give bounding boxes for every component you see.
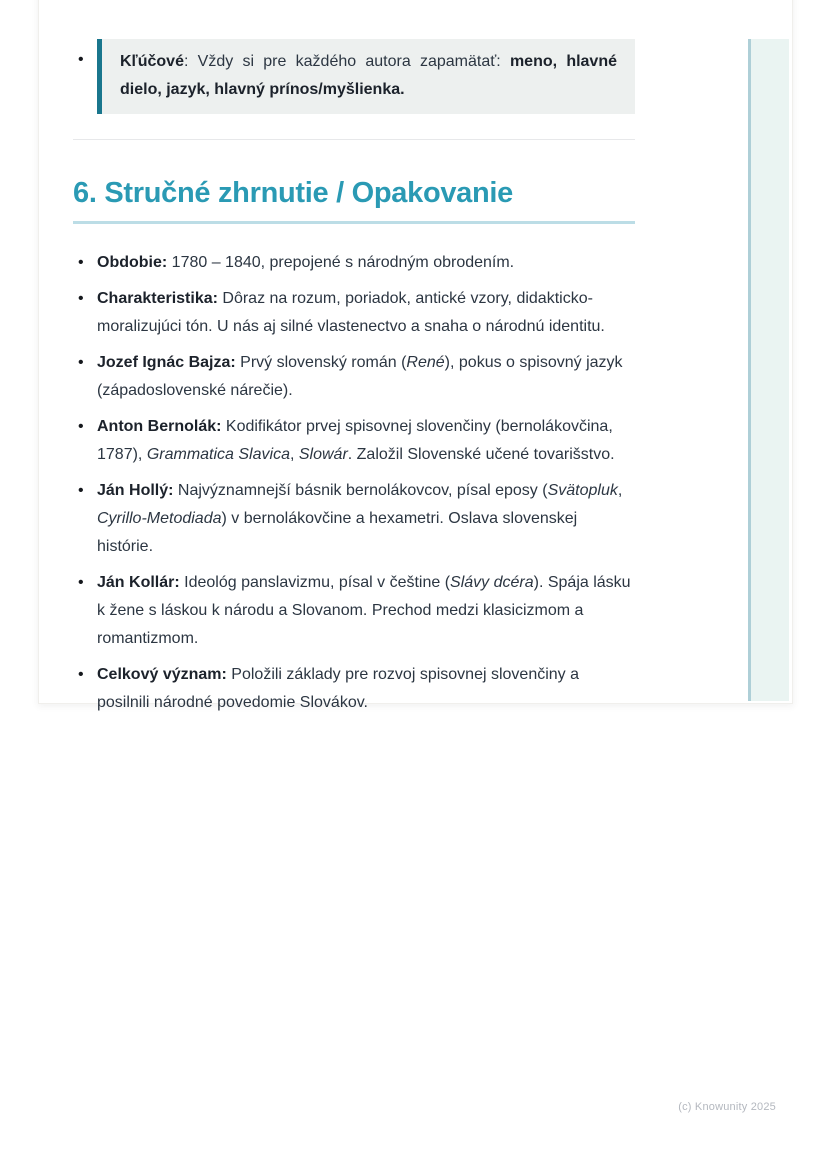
text-segment: : Vždy si pre každého autora zapamätať: [183,53,510,70]
bullet-icon: • [78,574,84,591]
bullet-icon: • [78,482,84,499]
text-segment: 1780 – 1840, prepojené s národným obrodením. [167,254,515,271]
text-segment: Celkový význam: [97,666,227,683]
text-segment: Charakteristika: [97,290,218,307]
key-callout [97,39,635,114]
bullet-icon: • [78,290,84,307]
text-segment: . Založil Slovenské učené tovarišstvo. [347,446,615,463]
text-segment: ). Spája lásku k žene s láskou k národu a Slovanom. Prechod medzi klasicizmom a romantizmom. [97,574,631,647]
callout-list-item [73,39,635,114]
summary-bullet [73,349,635,405]
summary-bullet [73,569,635,653]
text-segment: Grammatica Slavica [146,446,290,463]
summary-bullet [73,413,635,469]
text-segment: Kodifikátor prvej spisovnej slovenčiny (bernolákovčina, 1787), [97,418,613,463]
text-segment: meno, hlavné dielo, jazyk, hlavný prínos/myšlienka. [120,53,618,98]
text-segment: Ján Kollár: [97,574,180,591]
summary-list [73,249,635,717]
text-segment: , [289,446,299,463]
text-segment: Jozef Ignác Bajza: [97,354,236,371]
text-segment: Obdobie: [97,254,168,271]
section-divider [73,139,635,140]
bullet-icon: • [78,51,84,68]
text-segment: Položili základy pre rozvoj spisovnej slovenčiny a posilnili národné povedomie Slovákov. [97,666,580,711]
text-segment: René [406,354,445,371]
copyright-footer: (c) Knowunity 2025 [678,1101,776,1113]
text-segment: Najvýznamnejší básnik bernolákovcov, písal eposy ( [173,482,548,499]
text-segment: , [617,482,623,499]
page-accent-bar [748,39,789,701]
text-segment: ), pokus o spisovný jazyk (západoslovenské nárečie). [97,354,623,399]
document-page [38,0,793,711]
callout-text [120,48,617,104]
text-segment: Anton Bernolák: [97,418,222,435]
bullet-icon: • [78,354,84,371]
summary-bullet [73,249,635,277]
text-segment: ) v bernolákovčine a hexametri. Oslava slovenskej histórie. [97,510,578,555]
bullet-icon: • [78,418,84,435]
section-heading: 6. Stručné zhrnutie / Opakovanie [73,177,635,224]
text-segment: Svätopluk [547,482,618,499]
bullet-icon: • [78,254,84,271]
summary-bullet [73,477,635,561]
text-segment: Slávy dcéra [450,574,534,591]
summary-bullet [73,661,635,717]
summary-bullet [73,285,635,341]
text-segment: Dôraz na rozum, poriadok, antické vzory, didakticko-moralizujúci tón. U nás aj silné vlastenectvo a snaha o národnú identitu. [97,290,605,335]
page-content [73,39,635,725]
bullet-icon: • [78,666,84,683]
text-segment: Cyrillo-Metodiada [97,510,222,527]
text-segment: Prvý slovenský román ( [235,354,407,371]
text-segment: Ján Hollý: [97,482,174,499]
text-segment: Slowár [298,446,348,463]
text-segment: Ideológ panslavizmu, písal v češtine ( [179,574,451,591]
text-segment: Kľúčové [120,53,184,70]
